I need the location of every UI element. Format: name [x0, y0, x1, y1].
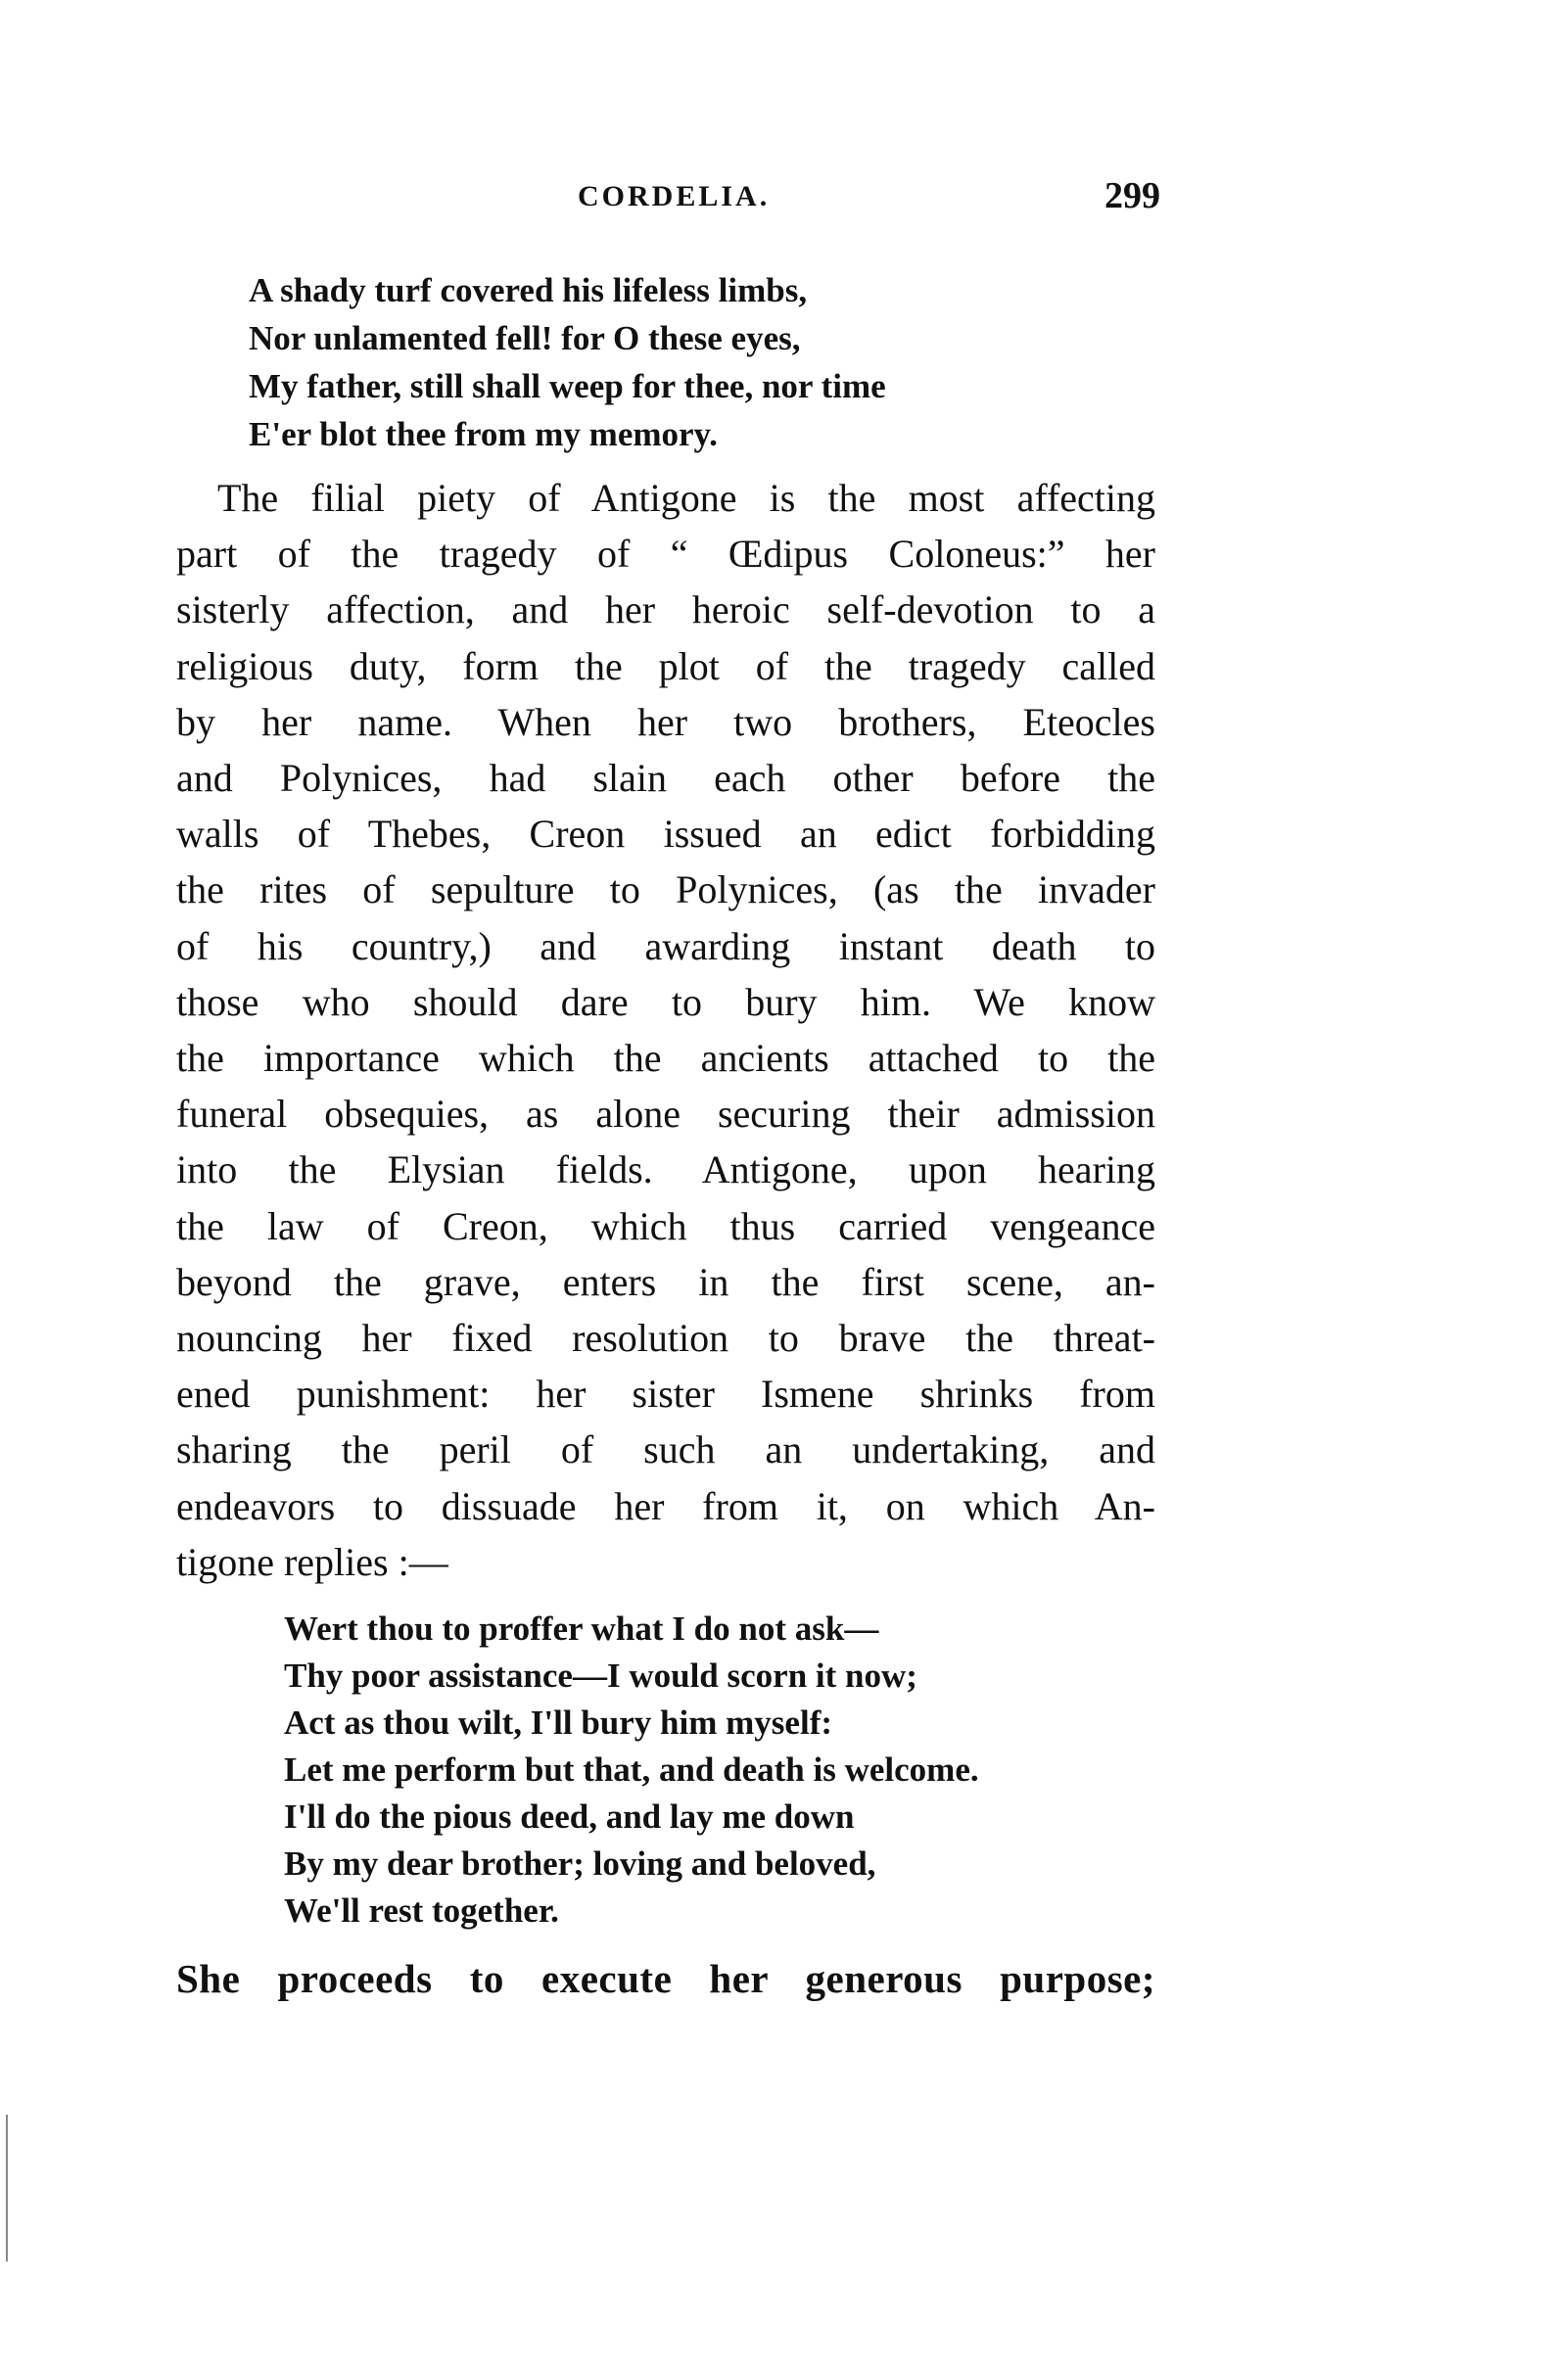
paragraph-line: the rites of sepulture to Polynices, (as the invader — [176, 867, 1155, 912]
closing-line: She proceeds to execute her generous purpose; — [176, 1956, 1155, 2001]
paragraph-line: religious duty, form the plot of the tragedy called — [176, 643, 1155, 688]
paragraph-line: of his country,) and awarding instant death to — [176, 923, 1155, 968]
paragraph-line: tigone replies :— — [176, 1539, 448, 1584]
paragraph-line: ened punishment: her sister Ismene shrinks from — [176, 1372, 1155, 1417]
verse-line: Thy poor assistance—I would scorn it now; — [284, 1657, 917, 1695]
paragraph-line: endeavors to dissuade her from it, on which An- — [176, 1483, 1155, 1528]
page-number: 299 — [1104, 175, 1160, 216]
paragraph-line: beyond the grave, enters in the first scene, an- — [176, 1259, 1155, 1304]
paragraph-line: funeral obsequies, as alone securing their admission — [176, 1092, 1155, 1137]
verse-line: A shady turf covered his lifeless limbs, — [249, 271, 808, 309]
paragraph-line: and Polynices, had slain each other before the — [176, 756, 1155, 801]
verse-line: I'll do the pious deed, and lay me down — [284, 1797, 855, 1836]
verse-line: By my dear brother; loving and beloved, — [284, 1844, 876, 1883]
verse-line: We'll rest together. — [284, 1891, 559, 1930]
scan-margin-mark — [6, 2115, 8, 2262]
paragraph-line: sisterly affection, and her heroic self-devotion to a — [176, 587, 1155, 632]
verse-line: Let me perform but that, and death is welcome. — [284, 1750, 979, 1789]
paragraph-line: the law of Creon, which thus carried vengeance — [176, 1203, 1155, 1248]
verse-quote-1 — [249, 266, 886, 458]
verse-quote-2 — [284, 1606, 979, 1935]
verse-line: Wert thou to proffer what I do not ask— — [284, 1610, 879, 1648]
verse-line: Act as thou wilt, I'll bury him myself: — [284, 1703, 832, 1742]
paragraph-line: by her name. When her two brothers, Eteocles — [176, 699, 1155, 744]
paragraph-line: The filial piety of Antigone is the most affecting — [217, 476, 1155, 520]
paragraph-line: walls of Thebes, Creon issued an edict forbidding — [176, 812, 1155, 857]
verse-line: Nor unlamented fell! for O these eyes, — [249, 319, 801, 357]
paragraph-line: those who should dare to bury him. We know — [176, 979, 1155, 1024]
paragraph-line: sharing the peril of such an undertaking, and — [176, 1427, 1155, 1472]
paragraph-line: into the Elysian fields. Antigone, upon hearing — [176, 1147, 1155, 1192]
paragraph-line: nouncing her fixed resolution to brave the threat- — [176, 1316, 1155, 1361]
running-title: CORDELIA. — [578, 180, 771, 212]
body-paragraph — [176, 470, 1155, 1590]
paragraph-line: the importance which the ancients attached to the — [176, 1036, 1155, 1081]
verse-line: My father, still shall weep for thee, nor time — [249, 367, 886, 405]
paragraph-line: part of the tragedy of “ Œdipus Coloneus:” her — [176, 532, 1155, 577]
verse-line: E'er blot thee from my memory. — [249, 415, 718, 453]
